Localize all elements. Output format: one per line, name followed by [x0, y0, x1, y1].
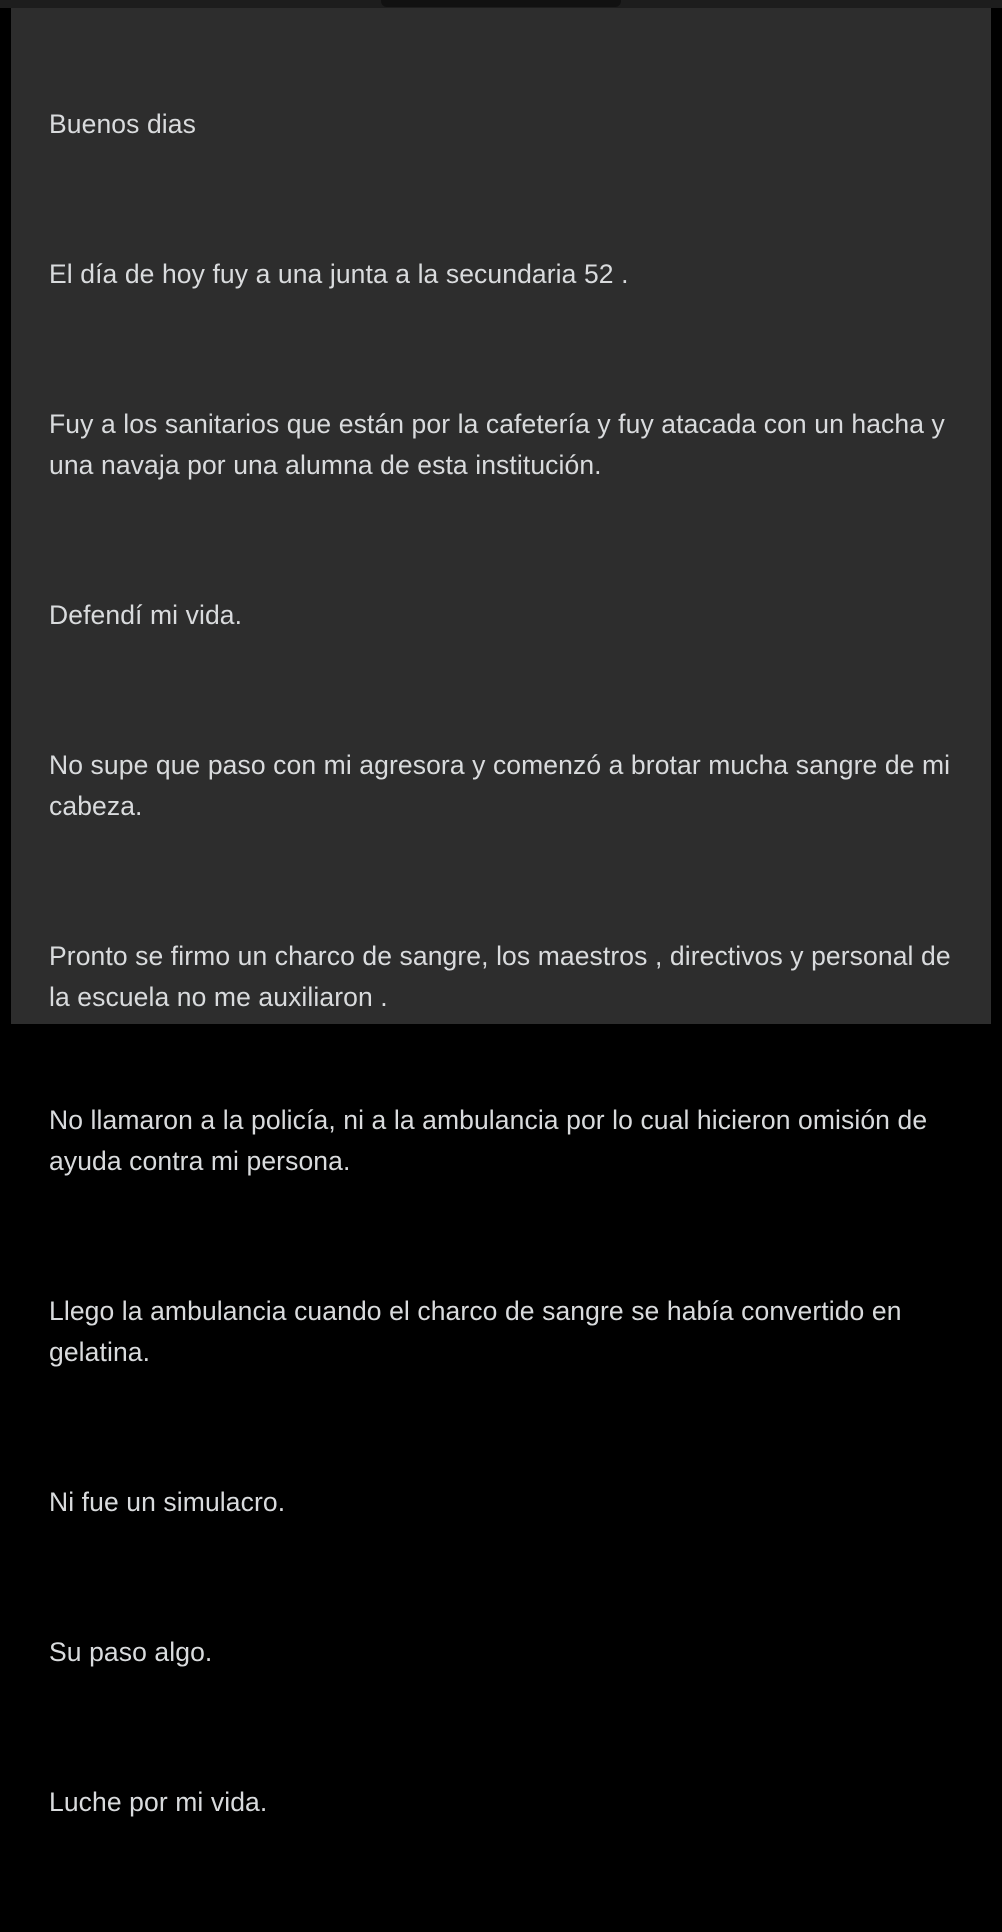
right-margin	[991, 8, 1002, 1024]
message-bubble	[11, 8, 991, 1817]
message-paragraph: Llego la ambulancia cuando el charco de sangre se había convertido en gelatina.	[49, 1296, 910, 1367]
message-paragraph: Ni fue un simulacro.	[49, 1487, 286, 1517]
message-paragraph: No llamaron a la policía, ni a la ambulancia por lo cual hicieron omisión de ayuda contra mi persona.	[49, 1105, 935, 1176]
status-bar	[0, 0, 1002, 8]
message-body	[49, 22, 957, 1932]
display-notch	[381, 0, 621, 7]
left-margin	[0, 8, 11, 1024]
message-paragraph: Defendí mi vida.	[49, 600, 243, 630]
message-paragraph: Pronto se firmo un charco de sangre, los maestros , directivos y personal de la escuela no me auxiliaron .	[49, 941, 959, 1012]
message-paragraph: Su paso algo.	[49, 1637, 213, 1667]
message-paragraph: Fuy a los sanitarios que están por la cafetería y fuy atacada con un hacha y una navaja por una alumna de esta institución.	[49, 409, 953, 480]
message-paragraph: Buenos dias	[49, 109, 196, 139]
message-paragraph: Luche por mi vida.	[49, 1787, 268, 1817]
message-paragraph: No supe que paso con mi agresora y comenzó a brotar mucha sangre de mi cabeza.	[49, 750, 958, 821]
message-paragraph: El día de hoy fuy a una junta a la secundaria 52 .	[49, 259, 629, 289]
